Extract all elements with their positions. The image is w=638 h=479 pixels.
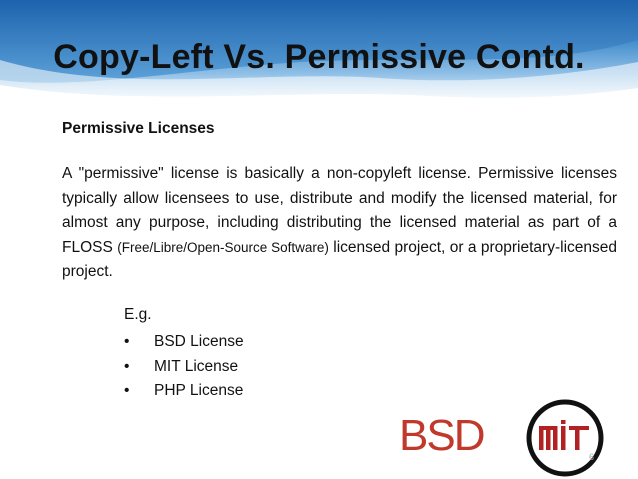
paragraph-small-text: (Free/Libre/Open-Source Software) [117, 239, 329, 255]
license-list [124, 330, 244, 404]
section-heading: Permissive Licenses [62, 120, 215, 137]
bullet-icon: • [124, 333, 130, 350]
paragraph-text: A "permissive" license is basically a non-copyleft license. Permissive licenses typically allow licensees to use, distribute and modify the licensed material, for almost any purpose, including distributing the licensed material as part of a FLOSS [62, 165, 617, 256]
list-item [124, 355, 244, 380]
list-item-label: MIT License [154, 357, 239, 375]
list-item-label: PHP License [154, 382, 244, 399]
bullet-icon: • [124, 357, 130, 375]
bsd-logo-text: BSD [399, 411, 484, 458]
bsd-logo [397, 408, 489, 458]
list-item-label: BSD License [154, 333, 244, 350]
list-item [124, 330, 244, 355]
paragraph-text-end: licensed project, or a proprietary-licensed project. [62, 238, 617, 280]
example-label: E.g. [124, 306, 152, 323]
bullet-icon: • [124, 382, 130, 399]
slide-title: Copy-Left Vs. Permissive Contd. [53, 38, 585, 76]
mit-logo [525, 398, 605, 478]
page-number: 6 [589, 452, 595, 462]
body-paragraph [62, 162, 617, 285]
list-item [124, 379, 244, 404]
